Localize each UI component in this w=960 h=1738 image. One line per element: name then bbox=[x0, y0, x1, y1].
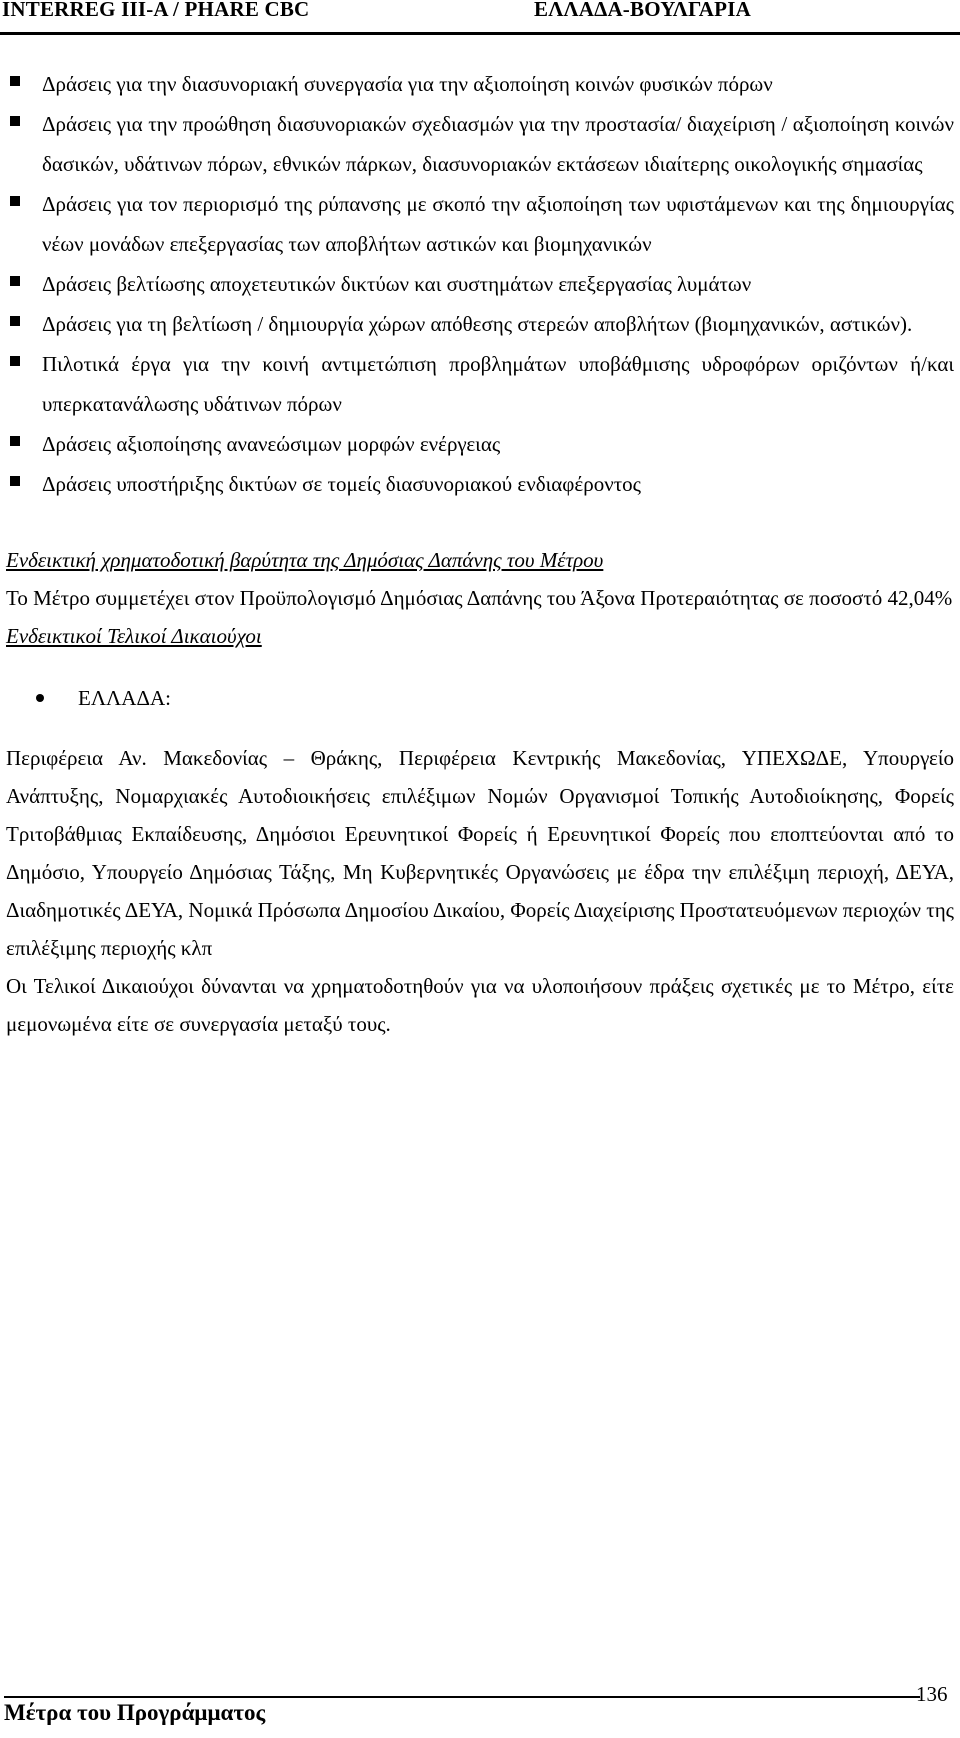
region-name: ΕΛΛΑΔΑ-ΒΟΥΛΓΑΡΙΑ bbox=[534, 0, 751, 21]
financing-text: Το Μέτρο συμμετέχει στον Προϋπολογισμό Δημόσιας Δαπάνης του Άξονα Προτεραιότητας σε ποσοστό 42,04% bbox=[6, 586, 953, 610]
footer-divider bbox=[4, 1696, 920, 1698]
list-item: Δράσεις για την διασυνοριακή συνεργασία για την αξιοποίηση κοινών φυσικών πόρων bbox=[6, 64, 954, 104]
square-bullet-icon bbox=[10, 316, 20, 326]
page-number: 136 bbox=[916, 1682, 948, 1706]
footer-title: Μέτρα του Προγράμματος bbox=[4, 1700, 266, 1725]
financing-heading: Ενδεικτική χρηματοδοτική βαρύτητα της Δημόσιας Δαπάνης του Μέτρου bbox=[6, 548, 604, 572]
page-content bbox=[6, 64, 954, 1043]
list-item: Δράσεις για την προώθηση διασυνοριακών σχεδιασμών για την προστασία/ διαχείριση / αξιοποίηση κοινών δασικών, υδάτινων πόρων, εθνικών πάρκων, διασυνοριακών εκτάσεων ιδιαίτερης οικολογικής σημασίας bbox=[6, 104, 954, 184]
square-bullet-icon bbox=[10, 76, 20, 86]
list-item: Δράσεις αξιοποίησης ανανεώσιμων μορφών ενέργειας bbox=[6, 424, 954, 464]
actions-list bbox=[6, 64, 954, 504]
beneficiaries-heading: Ενδεικτικοί Τελικοί Δικαιούχοι bbox=[6, 624, 262, 648]
list-item: Δράσεις βελτίωσης αποχετευτικών δικτύων και συστημάτων επεξεργασίας λυμάτων bbox=[6, 264, 954, 304]
country-item bbox=[6, 679, 954, 717]
beneficiaries-list: Περιφέρεια Αν. Μακεδονίας – Θράκης, Περιφέρεια Κεντρικής Μακεδονίας, ΥΠΕΧΩΔΕ, Υπουργείο Ανάπτυξης, Νομαρχιακές Αυτοδιοικήσεις επιλέξιμων Νομών Οργανισμοί Τοπικής Αυτοδιοίκησης, Φορείς Τριτοβάθμιας Εκπαίδευσης, Δημόσιοι Ερευνητικοί Φορείς ή Ερευνητικοί Φορείς που εποπτεύονται από το Δημόσιο, Υπουργείο Δημόσιας Τάξης, Μη Κυβερνητικές Οργανώσεις με έδρα την επιλέξιμη περιοχή, ΔΕΥΑ, Διαδημοτικές ΔΕΥΑ, Νομικά Πρόσωπα Δημοσίου Δικαίου, Φορείς Διαχείρισης Προστατευόμενων περιοχών της επιλέξιμης περιοχής κλπ bbox=[6, 746, 954, 960]
page-header bbox=[0, 0, 960, 35]
square-bullet-icon bbox=[10, 356, 20, 366]
page-footer bbox=[0, 1682, 960, 1738]
list-item: Πιλοτικά έργα για την κοινή αντιμετώπιση προβλημάτων υποβάθμισης υδροφόρων οριζόντων ή/και υπερκατανάλωσης υδάτινων πόρων bbox=[6, 344, 954, 424]
square-bullet-icon bbox=[10, 116, 20, 126]
list-item: Δράσεις υποστήριξης δικτύων σε τομείς διασυνοριακού ενδιαφέροντος bbox=[6, 464, 954, 504]
program-name: INTERREG III-A / PHARE CBC bbox=[2, 0, 310, 21]
list-item: Δράσεις για τη βελτίωση / δημιουργία χώρων απόθεσης στερεών αποβλήτων (βιομηχανικών, αστικών). bbox=[6, 304, 954, 344]
list-item: Δράσεις για τον περιορισμό της ρύπανσης με σκοπό την αξιοποίηση των υφιστάμενων και της δημιουργίας νέων μονάδων επεξεργασίας των αποβλήτων αστικών και βιομηχανικών bbox=[6, 184, 954, 264]
square-bullet-icon bbox=[10, 476, 20, 486]
beneficiaries-note: Οι Τελικοί Δικαιούχοι δύνανται να χρηματοδοτηθούν για να υλοποιήσουν πράξεις σχετικές με το Μέτρο, είτε μεμονωμένα είτε σε συνεργασία μεταξύ τους. bbox=[6, 974, 954, 1036]
country-label: ΕΛΛΑΔΑ: bbox=[78, 686, 171, 710]
square-bullet-icon bbox=[10, 196, 20, 206]
round-bullet-icon bbox=[36, 694, 44, 702]
square-bullet-icon bbox=[10, 276, 20, 286]
square-bullet-icon bbox=[10, 436, 20, 446]
